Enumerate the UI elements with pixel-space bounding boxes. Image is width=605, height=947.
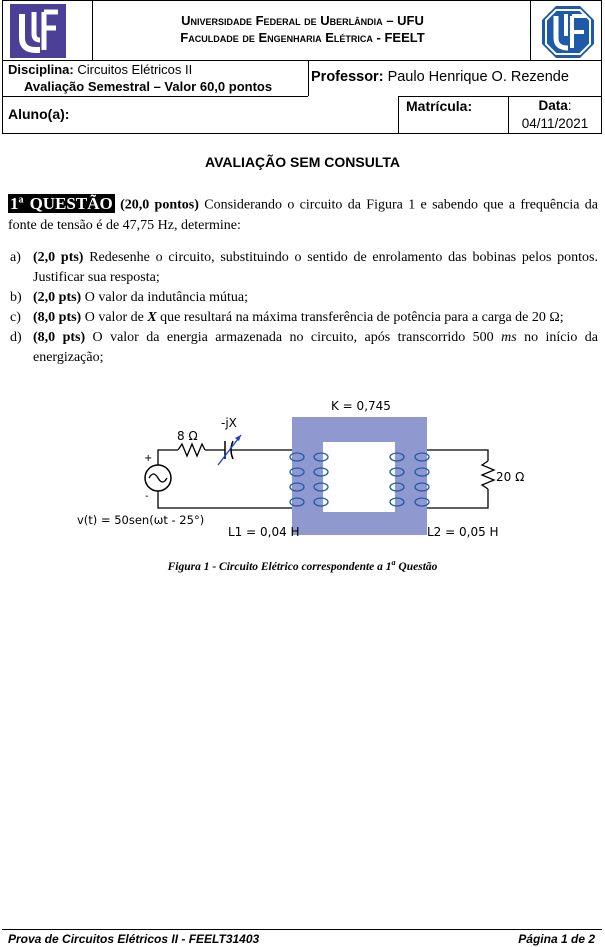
matricula-label: Matrícula: [406, 98, 473, 114]
wire-top-left [158, 450, 178, 465]
faculty-name: Faculdade de Engenharia Elétrica [180, 30, 373, 45]
source-plus: + [144, 453, 153, 464]
footer-page-number: Página 1 de 2 [518, 932, 595, 946]
item-variable: ms [501, 330, 517, 345]
question-word: QUESTÃO [23, 193, 113, 213]
wire-top-right [427, 450, 488, 461]
university-suffix: – UFU [386, 13, 424, 28]
avaliacao-label: Avaliação Semestral – Valor 60,0 pontos [24, 79, 273, 94]
l1-label: L1 = 0,04 H [228, 525, 300, 539]
data-label-colon: : [567, 98, 572, 113]
item-text: que resultará na máxima transferência de potência para a carga de 20 Ω; [156, 310, 564, 325]
figure-caption [0, 558, 605, 573]
item-text: O valor de [81, 310, 148, 325]
list-item [8, 328, 598, 368]
feelt-logo [540, 4, 596, 60]
list-item [8, 308, 598, 328]
header-vdivider-2 [398, 96, 399, 134]
circuit-figure [75, 395, 535, 545]
wire-bottom-right [427, 489, 488, 508]
data-value: 04/11/2021 [521, 116, 589, 131]
load-label: 20 Ω [496, 470, 525, 484]
wire-bottom-left [158, 491, 292, 508]
item-points: (8,0 pts) [33, 330, 86, 345]
coupling-label: K = 0,745 [331, 399, 391, 413]
professor-field [311, 69, 569, 85]
item-text: Redesenhe o circuito, substituindo o sentido de enrolamento das bobinas pelos pontos. Justificar sua resposta; [33, 250, 598, 285]
item-points: (2,0 pts) [33, 250, 84, 265]
question-number: 1 [10, 193, 19, 213]
l2-label: L2 = 0,05 H [427, 525, 499, 539]
professor-label: Professor: [311, 69, 384, 85]
aluno-label: Aluno(a): [8, 106, 70, 122]
resistor-label: 8 Ω [177, 429, 198, 443]
header-divider-3 [398, 96, 602, 97]
question-intro [8, 190, 598, 236]
header-divider-1 [2, 60, 602, 61]
list-item [8, 248, 598, 288]
data-label-text: Data [538, 98, 568, 113]
question-label [8, 194, 115, 213]
source-equation: v(t) = 50sen(ωt - 25°) [77, 513, 205, 527]
professor-value: Paulo Henrique O. Rezende [387, 69, 569, 85]
item-text: O valor da energia armazenada no circuito, após transcorrido 500 [85, 330, 502, 345]
caption-text: Figura 1 - Circuito Elétrico correspondente a 1 [167, 560, 392, 573]
footer-divider [2, 929, 602, 930]
item-letter: a) [10, 250, 21, 265]
item-letter: b) [10, 290, 22, 305]
header-vdivider-1 [308, 60, 309, 96]
institution-header [100, 12, 505, 46]
item-text: O valor da indutância mútua; [81, 290, 249, 305]
header-vdivider-logo-right [530, 0, 531, 60]
capacitor-label: -jX [221, 416, 237, 430]
caption-text-end: Questão [395, 560, 438, 573]
arrow-head-icon [235, 435, 241, 441]
item-points: (8,0 pts) [33, 310, 82, 325]
disciplina-label: Disciplina: [8, 62, 74, 77]
item-letter: c) [10, 310, 21, 325]
question-text: Considerando o circuito da Figura 1 e sabendo que a frequência da fonte de tensão é de 47,75 Hz, determine: [8, 197, 598, 233]
item-variable: X [147, 310, 157, 325]
university-name: Universidade Federal de Uberlândia [181, 13, 383, 28]
header-divider-2 [2, 96, 308, 97]
faculty-suffix: - FEELT [376, 30, 425, 45]
disciplina-field [8, 62, 192, 78]
ufu-logo [10, 4, 66, 58]
question-points: (20,0 pontos) [120, 197, 199, 213]
item-text: no início da energização; [33, 330, 598, 365]
page-title: AVALIAÇÃO SEM CONSULTA [205, 154, 400, 170]
data-label [508, 98, 602, 113]
resistor-20ohm [482, 461, 494, 489]
core-window [323, 442, 395, 512]
item-letter: d) [10, 330, 22, 345]
disciplina-value: Circuitos Elétricos II [77, 62, 193, 77]
header-vdivider-logo-left [92, 0, 93, 60]
resistor-8ohm [178, 444, 205, 456]
list-item [8, 288, 598, 308]
source-minus: - [145, 491, 149, 502]
item-points: (2,0 pts) [33, 290, 82, 305]
question-ordinal: a [18, 194, 24, 205]
question-items [8, 248, 598, 368]
caption-ordinal: a [391, 558, 396, 567]
footer-course: Prova de Circuitos Elétricos II - FEELT31403 [8, 932, 260, 946]
